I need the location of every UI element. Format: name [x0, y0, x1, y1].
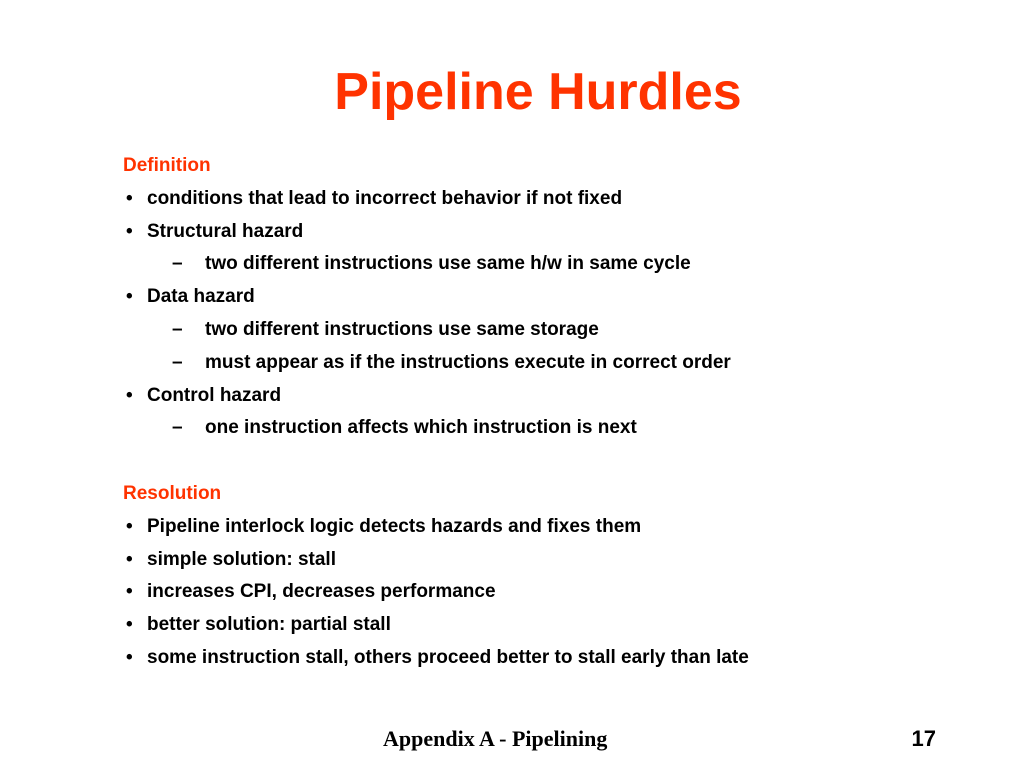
bullet-icon: • [126, 515, 133, 537]
dash-icon: – [172, 318, 183, 340]
bullet-icon: • [126, 581, 133, 603]
dash-icon: – [172, 351, 183, 373]
dash-icon: – [172, 253, 183, 275]
sub-list-item-text: two different instructions use same h/w in same cycle [205, 253, 691, 275]
slide-body [123, 150, 983, 675]
sub-list-item [123, 314, 983, 347]
list-item [123, 609, 983, 642]
bullet-icon: • [126, 548, 133, 570]
list-item [123, 183, 983, 216]
list-item [123, 642, 983, 675]
sub-list-item-text: two different instructions use same storage [205, 318, 599, 340]
list-item-text: Control hazard [147, 384, 282, 406]
sub-list-item-text: one instruction affects which instruction is next [205, 417, 637, 439]
resolution-heading: Resolution [123, 482, 222, 504]
list-item-text: Structural hazard [147, 220, 304, 242]
list-item-text: Data hazard [147, 286, 255, 308]
bullet-icon: • [126, 286, 133, 308]
sub-list-item [123, 248, 983, 281]
slide-title: Pipeline Hurdles [334, 63, 742, 121]
bullet-icon: • [126, 187, 133, 209]
page-number: 17 [911, 726, 936, 751]
list-item-text: Pipeline interlock logic detects hazards and fixes them [147, 515, 642, 537]
sub-list-item [123, 347, 983, 380]
footer-text: Appendix A - Pipelining [383, 726, 608, 751]
list-item-text: some instruction stall, others proceed better to stall early than late [147, 646, 749, 668]
list-item [123, 576, 983, 609]
bullet-icon: • [126, 384, 133, 406]
bullet-icon: • [126, 220, 133, 242]
list-item-text: conditions that lead to incorrect behavior if not fixed [147, 187, 623, 209]
list-item [123, 281, 983, 314]
list-item [123, 380, 983, 413]
dash-icon: – [172, 417, 183, 439]
list-item [123, 216, 983, 249]
sub-list-item-text: must appear as if the instructions execute in correct order [205, 351, 731, 373]
bullet-icon: • [126, 646, 133, 668]
bullet-icon: • [126, 614, 133, 636]
section-spacer [123, 445, 983, 478]
list-item-text: simple solution: stall [147, 548, 336, 570]
list-item [123, 511, 983, 544]
list-item-text: better solution: partial stall [147, 614, 391, 636]
definition-heading: Definition [123, 155, 211, 176]
sub-list-item [123, 412, 983, 445]
list-item-text: increases CPI, decreases performance [147, 581, 496, 603]
list-item [123, 544, 983, 577]
